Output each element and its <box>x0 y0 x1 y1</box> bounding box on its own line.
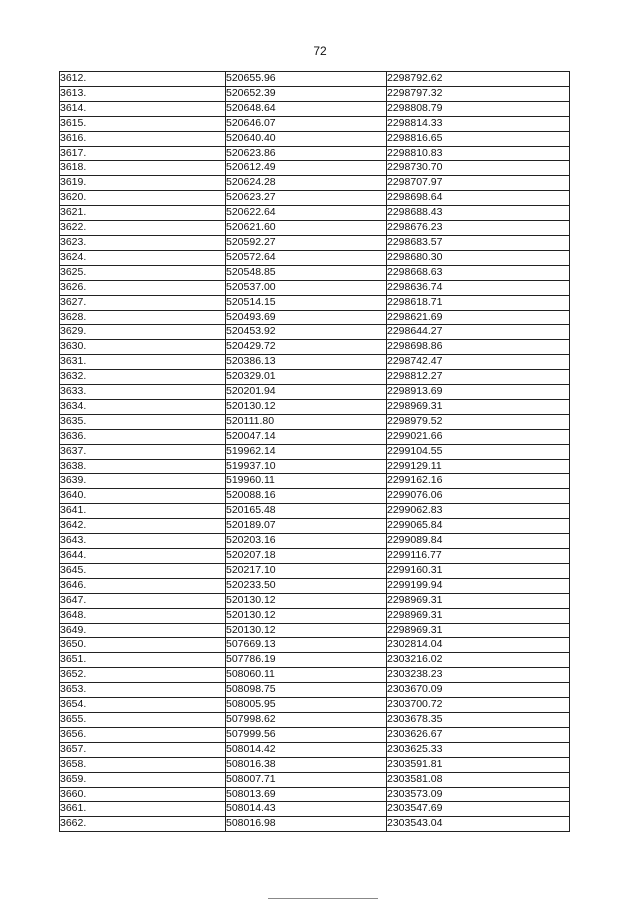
x-coordinate-cell: 520621.60 <box>226 221 387 236</box>
y-coordinate-cell: 2298636.74 <box>387 280 570 295</box>
point-number-cell: 3626. <box>60 280 226 295</box>
y-coordinate-cell: 2298797.32 <box>387 86 570 101</box>
table-row <box>60 623 570 638</box>
table-row <box>60 295 570 310</box>
y-coordinate-cell: 2298698.86 <box>387 340 570 355</box>
y-coordinate-cell: 2299089.84 <box>387 534 570 549</box>
point-number-cell: 3631. <box>60 355 226 370</box>
point-number-cell: 3624. <box>60 250 226 265</box>
point-number-cell: 3656. <box>60 727 226 742</box>
point-number-cell: 3645. <box>60 563 226 578</box>
x-coordinate-cell: 520189.07 <box>226 519 387 534</box>
table-row <box>60 72 570 87</box>
point-number-cell: 3657. <box>60 742 226 757</box>
table-row <box>60 86 570 101</box>
table-row <box>60 683 570 698</box>
point-number-cell: 3639. <box>60 474 226 489</box>
x-coordinate-cell: 520165.48 <box>226 504 387 519</box>
x-coordinate-cell: 520201.94 <box>226 385 387 400</box>
x-coordinate-cell: 520047.14 <box>226 429 387 444</box>
table-row <box>60 206 570 221</box>
table-row <box>60 489 570 504</box>
table-row <box>60 474 570 489</box>
y-coordinate-cell: 2298969.31 <box>387 593 570 608</box>
point-number-cell: 3646. <box>60 578 226 593</box>
point-number-cell: 3659. <box>60 772 226 787</box>
y-coordinate-cell: 2303591.81 <box>387 757 570 772</box>
y-coordinate-cell: 2303581.08 <box>387 772 570 787</box>
table-row <box>60 802 570 817</box>
y-coordinate-cell: 2298969.31 <box>387 399 570 414</box>
y-coordinate-cell: 2303670.09 <box>387 683 570 698</box>
y-coordinate-cell: 2299021.66 <box>387 429 570 444</box>
point-number-cell: 3640. <box>60 489 226 504</box>
table-row <box>60 563 570 578</box>
point-number-cell: 3644. <box>60 549 226 564</box>
y-coordinate-cell: 2298979.52 <box>387 414 570 429</box>
y-coordinate-cell: 2298621.69 <box>387 310 570 325</box>
x-coordinate-cell: 520429.72 <box>226 340 387 355</box>
x-coordinate-cell: 520130.12 <box>226 399 387 414</box>
y-coordinate-cell: 2299065.84 <box>387 519 570 534</box>
x-coordinate-cell: 520088.16 <box>226 489 387 504</box>
x-coordinate-cell: 520203.16 <box>226 534 387 549</box>
table-row <box>60 221 570 236</box>
y-coordinate-cell: 2298969.31 <box>387 608 570 623</box>
y-coordinate-cell: 2298680.30 <box>387 250 570 265</box>
x-coordinate-cell: 507998.62 <box>226 712 387 727</box>
coordinate-table-body <box>60 72 570 832</box>
table-row <box>60 370 570 385</box>
point-number-cell: 3647. <box>60 593 226 608</box>
y-coordinate-cell: 2303547.69 <box>387 802 570 817</box>
y-coordinate-cell: 2299116.77 <box>387 549 570 564</box>
x-coordinate-cell: 508016.38 <box>226 757 387 772</box>
table-row <box>60 712 570 727</box>
x-coordinate-cell: 508060.11 <box>226 668 387 683</box>
point-number-cell: 3625. <box>60 265 226 280</box>
point-number-cell: 3627. <box>60 295 226 310</box>
x-coordinate-cell: 520207.18 <box>226 549 387 564</box>
y-coordinate-cell: 2303238.23 <box>387 668 570 683</box>
x-coordinate-cell: 507669.13 <box>226 638 387 653</box>
x-coordinate-cell: 519937.10 <box>226 459 387 474</box>
table-row <box>60 668 570 683</box>
x-coordinate-cell: 520130.12 <box>226 623 387 638</box>
x-coordinate-cell: 508014.42 <box>226 742 387 757</box>
table-row <box>60 176 570 191</box>
y-coordinate-cell: 2299160.31 <box>387 563 570 578</box>
table-row <box>60 727 570 742</box>
y-coordinate-cell: 2298683.57 <box>387 235 570 250</box>
table-row <box>60 578 570 593</box>
y-coordinate-cell: 2299129.11 <box>387 459 570 474</box>
x-coordinate-cell: 520622.64 <box>226 206 387 221</box>
point-number-cell: 3641. <box>60 504 226 519</box>
table-row <box>60 549 570 564</box>
x-coordinate-cell: 508014.43 <box>226 802 387 817</box>
point-number-cell: 3652. <box>60 668 226 683</box>
x-coordinate-cell: 508016.98 <box>226 817 387 832</box>
y-coordinate-cell: 2298618.71 <box>387 295 570 310</box>
x-coordinate-cell: 520130.12 <box>226 608 387 623</box>
table-row <box>60 742 570 757</box>
y-coordinate-cell: 2299104.55 <box>387 444 570 459</box>
table-row <box>60 101 570 116</box>
x-coordinate-cell: 520537.00 <box>226 280 387 295</box>
x-coordinate-cell: 508098.75 <box>226 683 387 698</box>
x-coordinate-cell: 520640.40 <box>226 131 387 146</box>
point-number-cell: 3653. <box>60 683 226 698</box>
x-coordinate-cell: 519960.11 <box>226 474 387 489</box>
table-row <box>60 355 570 370</box>
table-row <box>60 235 570 250</box>
y-coordinate-cell: 2298792.62 <box>387 72 570 87</box>
x-coordinate-cell: 520646.07 <box>226 116 387 131</box>
y-coordinate-cell: 2298810.83 <box>387 146 570 161</box>
point-number-cell: 3637. <box>60 444 226 459</box>
point-number-cell: 3629. <box>60 325 226 340</box>
y-coordinate-cell: 2298808.79 <box>387 101 570 116</box>
table-row <box>60 519 570 534</box>
x-coordinate-cell: 520655.96 <box>226 72 387 87</box>
y-coordinate-cell: 2303626.67 <box>387 727 570 742</box>
point-number-cell: 3661. <box>60 802 226 817</box>
y-coordinate-cell: 2298812.27 <box>387 370 570 385</box>
table-row <box>60 772 570 787</box>
table-row <box>60 698 570 713</box>
point-number-cell: 3616. <box>60 131 226 146</box>
point-number-cell: 3622. <box>60 221 226 236</box>
y-coordinate-cell: 2298730.70 <box>387 161 570 176</box>
point-number-cell: 3655. <box>60 712 226 727</box>
table-row <box>60 385 570 400</box>
y-coordinate-cell: 2299199.94 <box>387 578 570 593</box>
point-number-cell: 3638. <box>60 459 226 474</box>
y-coordinate-cell: 2303543.04 <box>387 817 570 832</box>
y-coordinate-cell: 2298816.65 <box>387 131 570 146</box>
x-coordinate-cell: 520624.28 <box>226 176 387 191</box>
table-row <box>60 504 570 519</box>
y-coordinate-cell: 2298688.43 <box>387 206 570 221</box>
table-row <box>60 787 570 802</box>
point-number-cell: 3658. <box>60 757 226 772</box>
table-row <box>60 593 570 608</box>
point-number-cell: 3623. <box>60 235 226 250</box>
y-coordinate-cell: 2298698.64 <box>387 191 570 206</box>
y-coordinate-cell: 2298676.23 <box>387 221 570 236</box>
x-coordinate-cell: 508005.95 <box>226 698 387 713</box>
x-coordinate-cell: 520233.50 <box>226 578 387 593</box>
point-number-cell: 3617. <box>60 146 226 161</box>
table-row <box>60 265 570 280</box>
point-number-cell: 3636. <box>60 429 226 444</box>
x-coordinate-cell: 520592.27 <box>226 235 387 250</box>
x-coordinate-cell: 507786.19 <box>226 653 387 668</box>
y-coordinate-cell: 2303678.35 <box>387 712 570 727</box>
x-coordinate-cell: 520111.80 <box>226 414 387 429</box>
x-coordinate-cell: 519962.14 <box>226 444 387 459</box>
table-row <box>60 250 570 265</box>
table-row <box>60 444 570 459</box>
point-number-cell: 3620. <box>60 191 226 206</box>
x-coordinate-cell: 508013.69 <box>226 787 387 802</box>
y-coordinate-cell: 2303216.02 <box>387 653 570 668</box>
x-coordinate-cell: 520623.27 <box>226 191 387 206</box>
y-coordinate-cell: 2299062.83 <box>387 504 570 519</box>
point-number-cell: 3635. <box>60 414 226 429</box>
point-number-cell: 3632. <box>60 370 226 385</box>
point-number-cell: 3614. <box>60 101 226 116</box>
table-row <box>60 310 570 325</box>
point-number-cell: 3615. <box>60 116 226 131</box>
x-coordinate-cell: 520514.15 <box>226 295 387 310</box>
point-number-cell: 3630. <box>60 340 226 355</box>
y-coordinate-cell: 2303625.33 <box>387 742 570 757</box>
x-coordinate-cell: 520329.01 <box>226 370 387 385</box>
y-coordinate-cell: 2298644.27 <box>387 325 570 340</box>
table-row <box>60 414 570 429</box>
table-row <box>60 757 570 772</box>
table-row <box>60 340 570 355</box>
table-row <box>60 325 570 340</box>
table-row <box>60 534 570 549</box>
table-row <box>60 817 570 832</box>
y-coordinate-cell: 2298707.97 <box>387 176 570 191</box>
x-coordinate-cell: 520648.64 <box>226 101 387 116</box>
bottom-scan-line <box>268 898 378 899</box>
x-coordinate-cell: 507999.56 <box>226 727 387 742</box>
point-number-cell: 3618. <box>60 161 226 176</box>
y-coordinate-cell: 2299076.06 <box>387 489 570 504</box>
point-number-cell: 3660. <box>60 787 226 802</box>
point-number-cell: 3650. <box>60 638 226 653</box>
point-number-cell: 3654. <box>60 698 226 713</box>
x-coordinate-cell: 520652.39 <box>226 86 387 101</box>
point-number-cell: 3651. <box>60 653 226 668</box>
table-row <box>60 280 570 295</box>
x-coordinate-cell: 520493.69 <box>226 310 387 325</box>
table-row <box>60 191 570 206</box>
point-number-cell: 3633. <box>60 385 226 400</box>
point-number-cell: 3613. <box>60 86 226 101</box>
table-row <box>60 399 570 414</box>
point-number-cell: 3642. <box>60 519 226 534</box>
y-coordinate-cell: 2302814.04 <box>387 638 570 653</box>
y-coordinate-cell: 2298969.31 <box>387 623 570 638</box>
point-number-cell: 3619. <box>60 176 226 191</box>
y-coordinate-cell: 2299162.16 <box>387 474 570 489</box>
table-row <box>60 459 570 474</box>
point-number-cell: 3643. <box>60 534 226 549</box>
table-row <box>60 131 570 146</box>
x-coordinate-cell: 520217.10 <box>226 563 387 578</box>
page-number: 72 <box>313 44 327 58</box>
x-coordinate-cell: 520453.92 <box>226 325 387 340</box>
y-coordinate-cell: 2303573.09 <box>387 787 570 802</box>
point-number-cell: 3649. <box>60 623 226 638</box>
table-row <box>60 161 570 176</box>
y-coordinate-cell: 2298814.33 <box>387 116 570 131</box>
x-coordinate-cell: 520548.85 <box>226 265 387 280</box>
point-number-cell: 3648. <box>60 608 226 623</box>
table-row <box>60 146 570 161</box>
x-coordinate-cell: 520572.64 <box>226 250 387 265</box>
x-coordinate-cell: 520130.12 <box>226 593 387 608</box>
y-coordinate-cell: 2298913.69 <box>387 385 570 400</box>
table-row <box>60 429 570 444</box>
point-number-cell: 3628. <box>60 310 226 325</box>
point-number-cell: 3634. <box>60 399 226 414</box>
y-coordinate-cell: 2298668.63 <box>387 265 570 280</box>
y-coordinate-cell: 2298742.47 <box>387 355 570 370</box>
point-number-cell: 3612. <box>60 72 226 87</box>
table-row <box>60 653 570 668</box>
x-coordinate-cell: 508007.71 <box>226 772 387 787</box>
x-coordinate-cell: 520623.86 <box>226 146 387 161</box>
x-coordinate-cell: 520612.49 <box>226 161 387 176</box>
point-number-cell: 3621. <box>60 206 226 221</box>
y-coordinate-cell: 2303700.72 <box>387 698 570 713</box>
table-row <box>60 116 570 131</box>
x-coordinate-cell: 520386.13 <box>226 355 387 370</box>
coordinate-table <box>59 71 570 832</box>
table-row <box>60 608 570 623</box>
table-row <box>60 638 570 653</box>
point-number-cell: 3662. <box>60 817 226 832</box>
